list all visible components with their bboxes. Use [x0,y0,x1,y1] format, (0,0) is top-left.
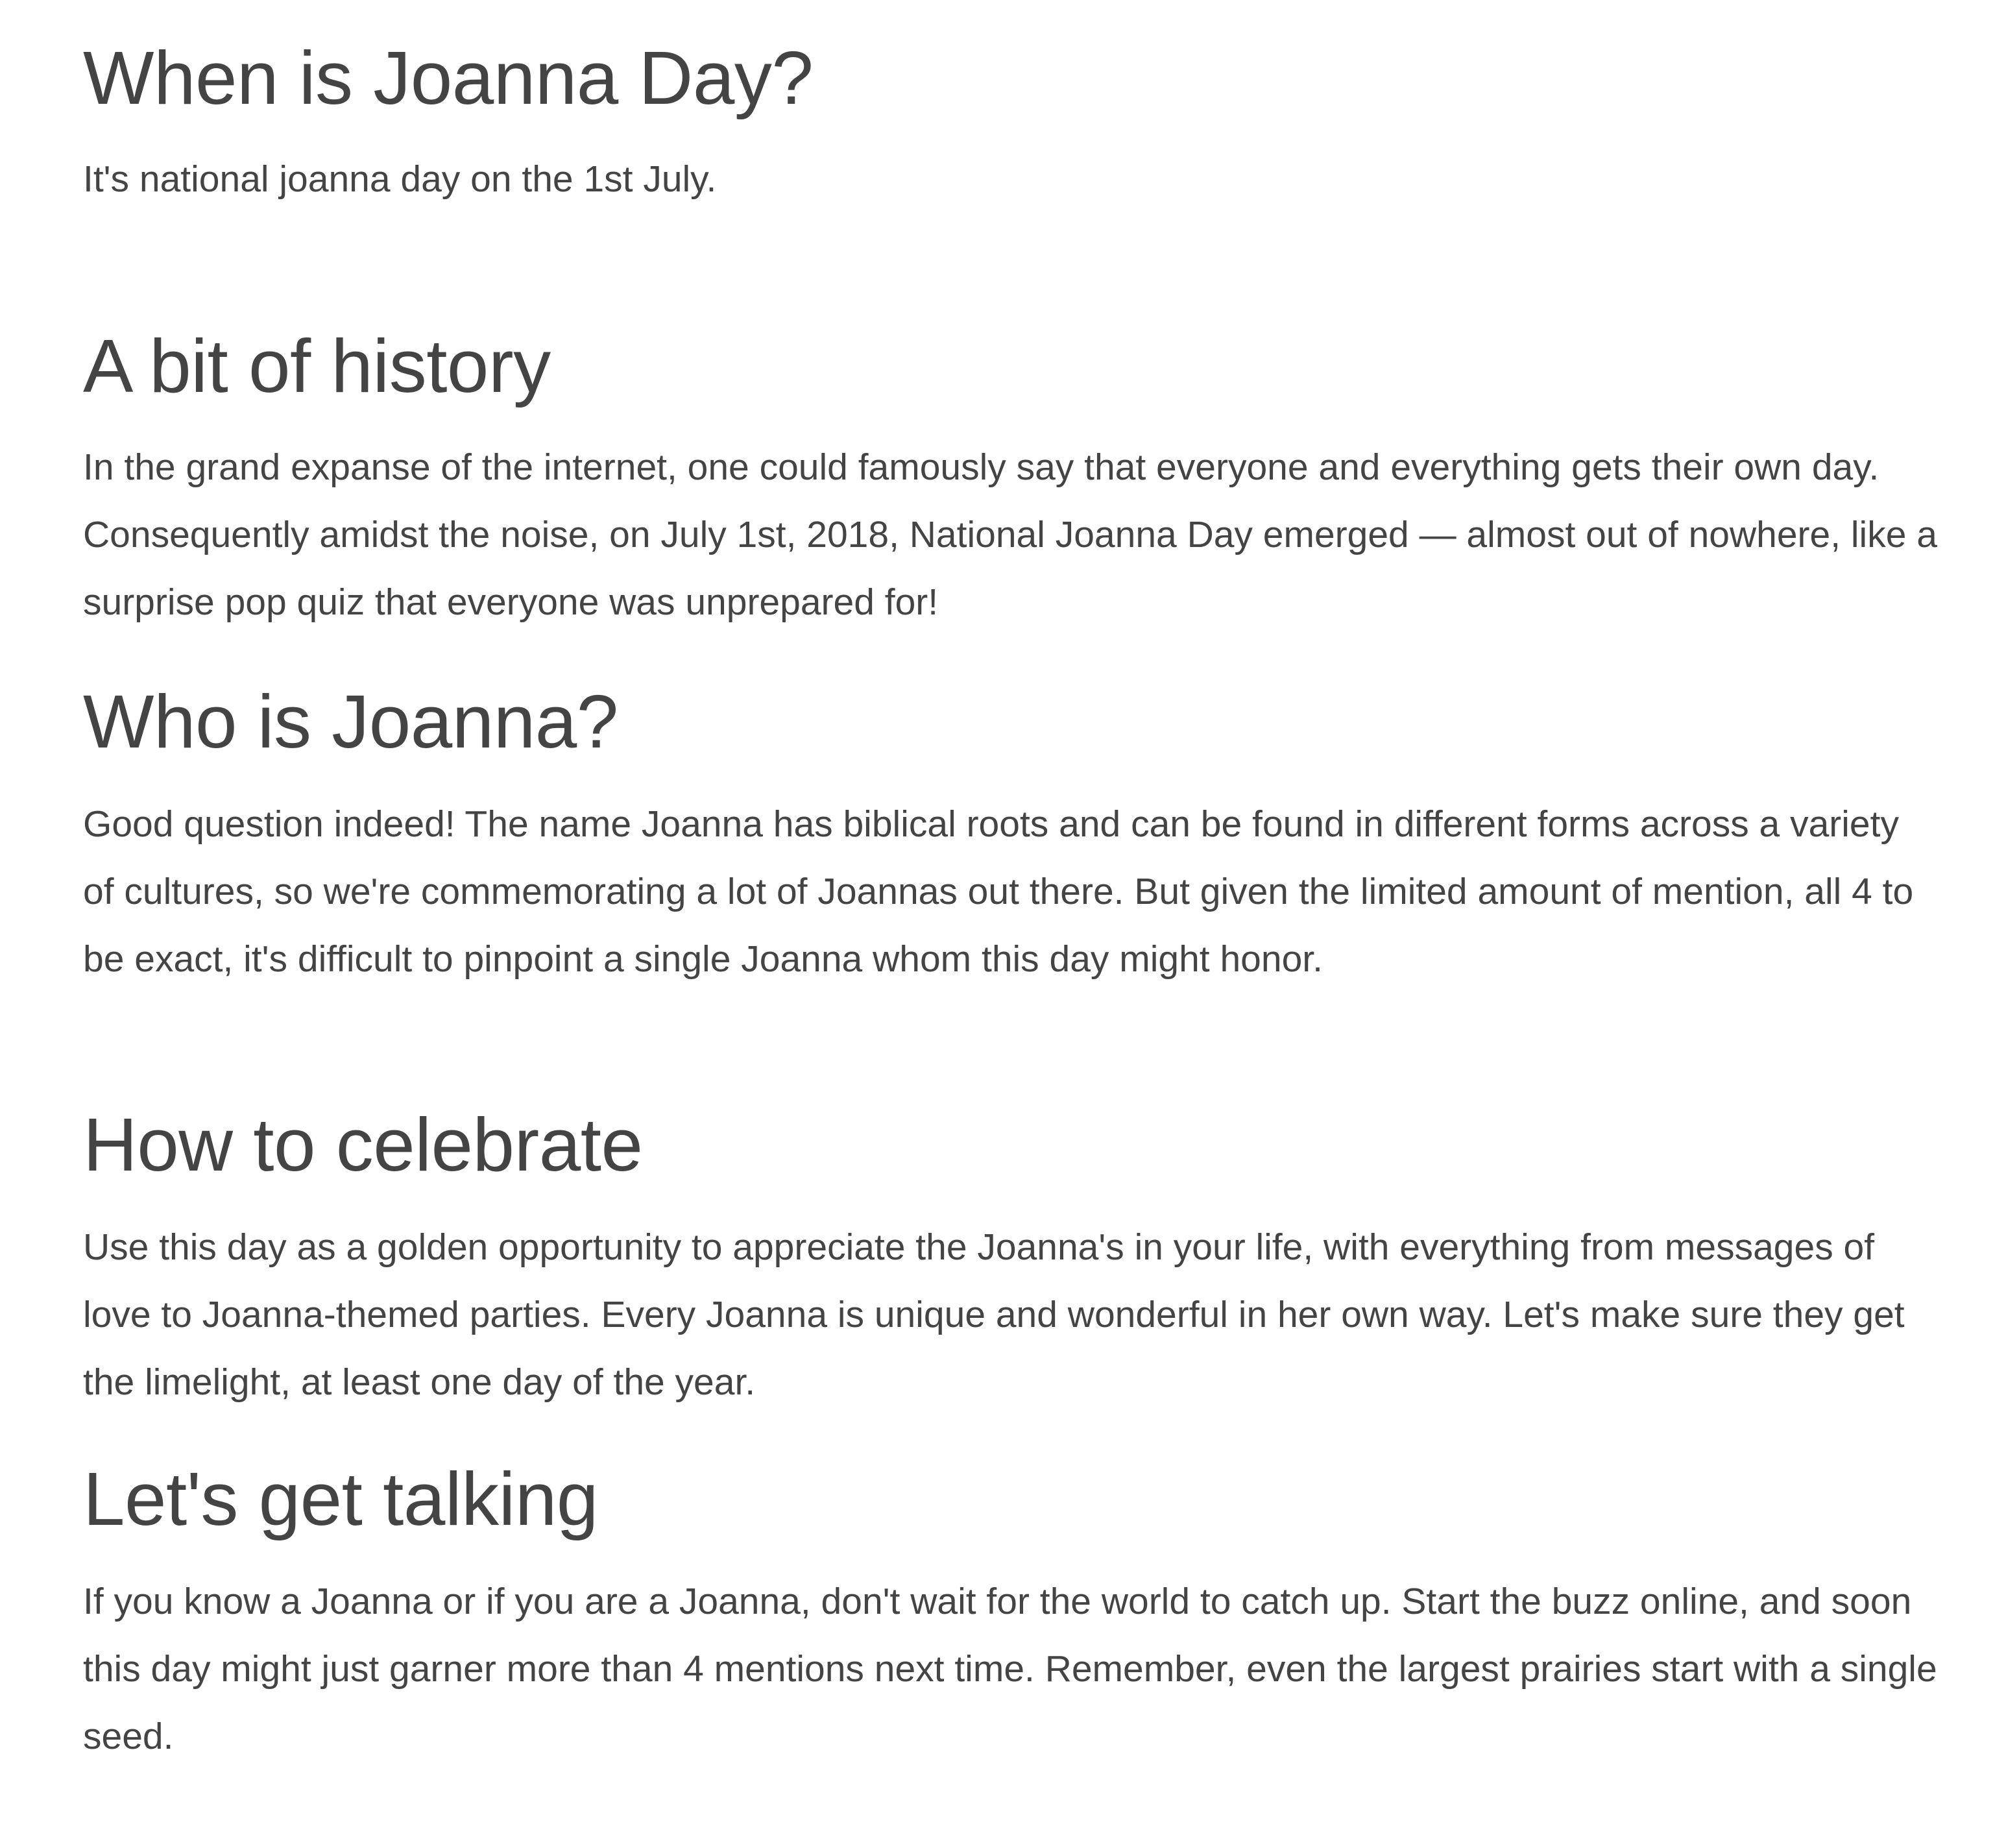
paragraph-who-is-joanna: Good question indeed! The name Joanna has biblical roots and can be found in different forms across a variety of cultures, so we're commemorating a lot of Joannas out there. But given the limited amount of mention, all 4 to be exact, it's difficult to pinpoint a single Joanna whom this day might honor. [83,803,1914,980]
heading-lets-get-talking: Let's get talking [83,1457,598,1541]
paragraph-date: It's national joanna day on the 1st July. [83,158,717,200]
heading-how-to-celebrate: How to celebrate [83,1102,643,1187]
heading-who-is-joanna: Who is Joanna? [83,679,618,764]
paragraph-lets-get-talking: If you know a Joanna or if you are a Joanna, don't wait for the world to catch up. Start the buzz online, and soon this day might just garner more than 4 mentions next time. Remember, even the largest prairies start with a single seed. [83,1581,1937,1757]
heading-history: A bit of history [83,324,551,408]
paragraph-how-to-celebrate: Use this day as a golden opportunity to appreciate the Joanna's in your life, with everything from messages of love to Joanna-themed parties. Every Joanna is unique and wonderful in her own way. Let's make sure they get the limelight, at least one day of the year. [83,1226,1905,1403]
paragraph-history: In the grand expanse of the internet, one could famously say that everyone and everything gets their own day. Consequently amidst the noise, on July 1st, 2018, National Joanna Day emerged — almost out of nowhere, like a surprise pop quiz that everyone was unprepared for! [83,446,1937,623]
heading-when-is-joanna-day: When is Joanna Day? [83,36,814,120]
